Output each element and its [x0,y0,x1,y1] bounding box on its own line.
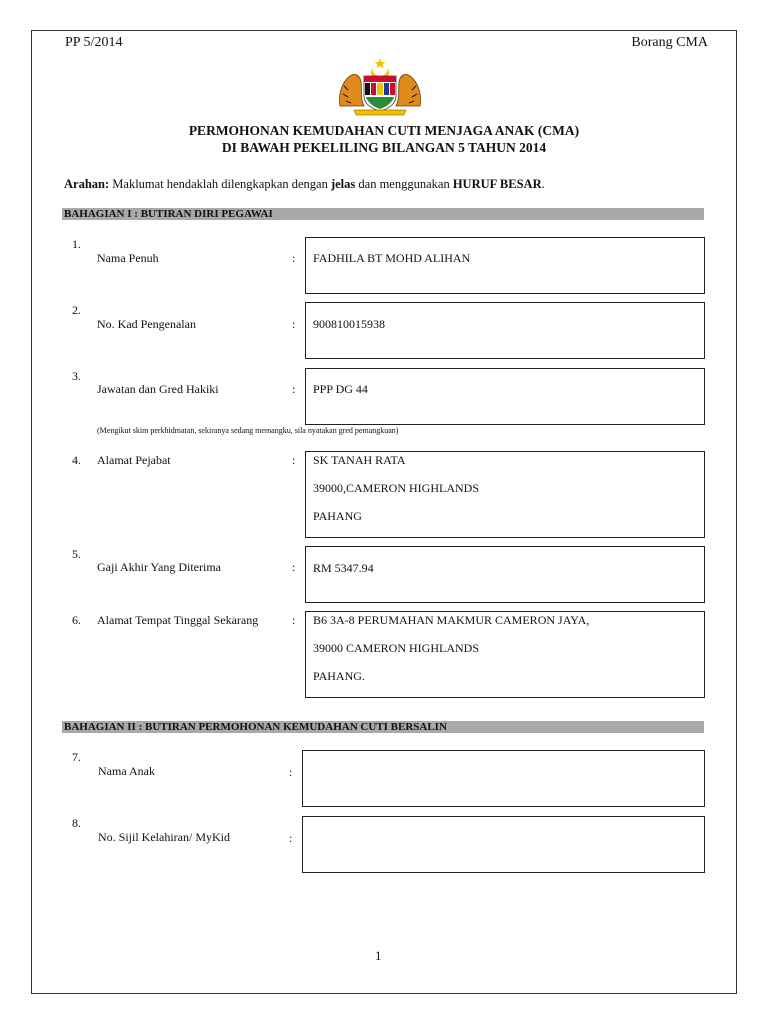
malaysia-coat-of-arms-icon [334,56,426,116]
full-name-value: FADHILA BT MOHD ALIHAN [313,251,471,265]
home-address-line-3: PAHANG. [313,669,365,683]
ic-number-value: 900810015938 [313,317,385,331]
home-address-line-2: 39000 CAMERON HIGHLANDS [313,641,480,655]
field-8-colon: : [289,831,293,845]
field-4-colon: : [292,453,296,467]
field-2-number: 2. [72,303,81,317]
field-4-label: Alamat Pejabat [97,453,171,467]
field-6-number: 6. [72,613,81,627]
last-salary-field[interactable] [305,546,705,603]
form-reference: PP 5/2014 [65,35,123,50]
office-address-line-3: PAHANG [313,509,362,523]
office-address-line-2: 39000,CAMERON HIGHLANDS [313,481,480,495]
field-8-number: 8. [72,816,81,830]
form-title-line2: DI BAWAH PEKELILING BILANGAN 5 TAHUN 2014 [221,140,547,155]
child-name-field[interactable] [302,750,705,807]
birth-certificate-field[interactable] [302,816,705,873]
full-name-field[interactable] [305,237,705,294]
field-5-number: 5. [72,547,81,561]
home-address-line-1: B6 3A-8 PERUMAHAN MAKMUR CAMERON JAYA, [313,613,590,627]
section-1-header: BAHAGIAN I : BUTIRAN DIRI PEGAWAI [62,208,704,220]
office-address-field[interactable] [305,451,705,538]
form-name: Borang CMA [631,35,708,50]
position-grade-field[interactable] [305,368,705,425]
field-3-colon: : [292,382,296,396]
field-8-label: No. Sijil Kelahiran/ MyKid [98,830,230,844]
field-5-colon: : [292,560,296,574]
ic-number-field[interactable] [305,302,705,359]
instruction-bold-1: jelas [330,177,356,191]
section-2-header: BAHAGIAN II : BUTIRAN PERMOHONAN KEMUDAHAN CUTI BERSALIN [62,721,704,733]
field-6-label: Alamat Tempat Tinggal Sekarang [97,613,259,627]
last-salary-value: RM 5347.94 [313,561,374,575]
instruction-prefix: Arahan: [64,177,110,191]
field-3-label: Jawatan dan Gred Hakiki [97,382,219,396]
field-4-number: 4. [72,453,81,467]
field-7-colon: : [289,765,293,779]
field-5-label: Gaji Akhir Yang Diterima [97,560,221,574]
office-address-line-1: SK TANAH RATA [313,453,406,467]
position-grade-note: (Mengikut skim perkhidmatan, sekiranya sedang memangku, sila nyatakan gred pemangkuan) [97,426,399,435]
field-7-number: 7. [72,750,81,764]
instruction-text-1: Maklumat hendaklah dilengkapkan dengan [109,177,331,191]
field-3-number: 3. [72,369,81,383]
field-6-colon: : [292,613,296,627]
position-grade-value: PPP DG 44 [313,382,368,396]
field-1-label: Nama Penuh [97,251,159,265]
field-2-label: No. Kad Pengenalan [97,317,196,331]
field-1-number: 1. [72,237,81,251]
instruction [64,177,545,192]
instruction-bold-2: HURUF BESAR [452,177,542,191]
field-7-label: Nama Anak [98,764,155,778]
field-2-colon: : [292,317,296,331]
instruction-text-2: dan menggunakan [355,177,453,191]
field-1-colon: : [292,251,296,265]
page-number: 1 [375,948,382,963]
instruction-text-3: . [541,177,545,191]
form-title-line1: PERMOHONAN KEMUDAHAN CUTI MENJAGA ANAK (CMA) [188,123,580,138]
home-address-field[interactable] [305,611,705,698]
